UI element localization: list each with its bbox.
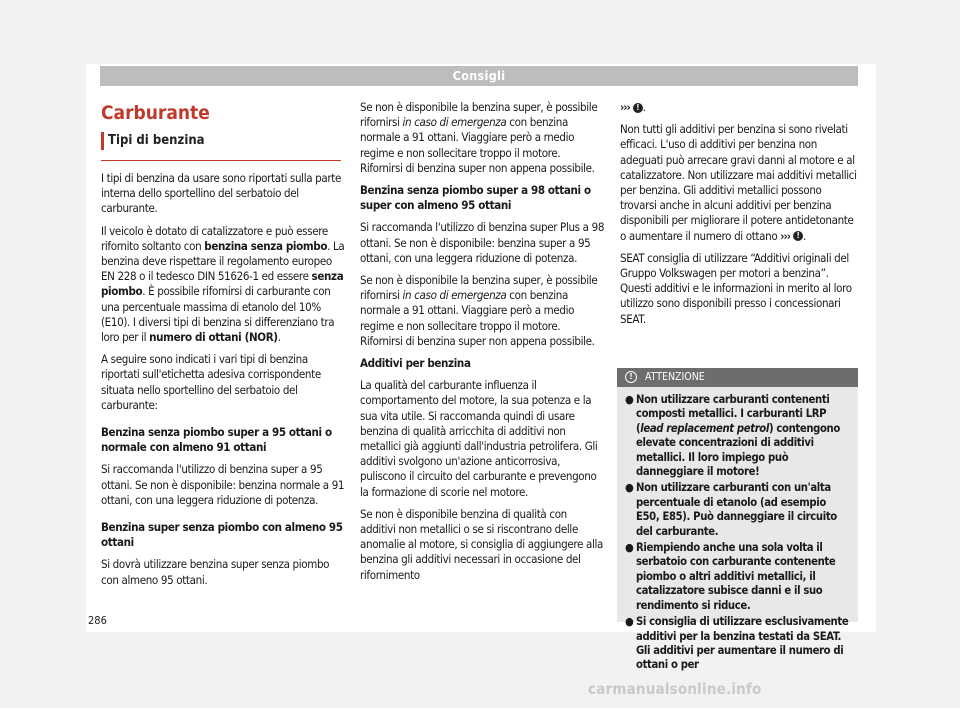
subheading: Benzina super senza piombo con almeno 95 ottani [101, 520, 343, 550]
page-number: 286 [88, 614, 107, 627]
subheading: Benzina senza piombo super a 98 ottani o super con almeno 95 ottani [360, 183, 591, 213]
bullet-icon: ● [625, 541, 634, 555]
paragraph: Se non è disponibile benzina di qualità con additivi non metallici o se si riscontrano delle anomalie al motore, si consiglia di aggiungere alla benzina gli additivi necessari in occasione del rifornimento [360, 506, 603, 582]
warning-body [617, 387, 858, 673]
paragraph: Si raccomanda l'utilizzo di benzina super Plus a 98 ottani. Se non è disponibile: benzina super a 95 ottani, con una leggera riduzione di potenza. [360, 220, 605, 265]
paragraph: Se non è disponibile la benzina super, è possibile rifornirsi in caso di emergenza con benzina normale a 91 ottani. Viaggiare però a medio regime e non sollecitare troppo il motore. Rifornirsi di benzina super non appena possibile. [360, 273, 598, 348]
paragraph: La qualità del carburante influenza il comportamento del motore, la sua potenza e la sua vita utile. Si raccomanda quindi di usare benzina di qualità arricchita di additivi non metallici già aggiunti dall'industria petrolifera. Gli additivi svolgono un'azione anticorrosiva, puliscono il circuito del carburante e prevengono la formazione di scorie nel motore. [360, 378, 598, 499]
subheading: Additivi per benzina [360, 356, 471, 371]
bullet-icon: ● [625, 393, 634, 406]
warning-title: ATTENZIONE [645, 371, 705, 383]
column-2 [360, 100, 605, 590]
warning-box [617, 368, 858, 672]
warning-ref-icon[interactable]: ! [793, 231, 803, 241]
subheading: Benzina senza piombo super a 95 ottani o normale con almeno 91 ottani [101, 425, 332, 455]
warning-item: ● Non utilizzare carburanti con un'alta percentuale di etanolo (ad esempio E50, E85). Può danneggiare il circuito del carburante. [625, 481, 837, 538]
cross-reference-arrow-icon[interactable]: ››› [780, 228, 791, 243]
title-rule [101, 160, 341, 161]
watermark: carmanualsonline.info [588, 680, 762, 698]
paragraph: Se non è disponibile la benzina super, è possibile rifornirsi in caso di emergenza con benzina normale a 91 ottani. Viaggiare però a medio regime e non sollecitare troppo il motore. Rifornirsi di benzina super non appena possibile. [360, 100, 598, 175]
warning-item: ● Non utilizzare carburanti contenenti composti metallici. I carburanti LRP (lead replacement petrol) contengono elevate concentrazioni di additivi metallici. Il loro impiego può danneggiare il motore! [625, 393, 840, 479]
warning-item: ● Riempiendo anche una sola volta il serbatoio con carburante contenente piombo o altri additivi metallici, il catalizzatore subisce danni e il suo rendimento si riduce. [625, 541, 836, 612]
paragraph: I tipi di benzina da usare sono riportati sulla parte interna dello sportellino del serbatoio del carburante. [101, 171, 341, 216]
paragraph: Non tutti gli additivi per benzina si sono rivelati efficaci. L'uso di additivi per benzina non adeguati può arrecare gravi danni al motore e al catalizzatore. Non utilizzare mai additivi metallici per benzina. Gli additivi metallici possono trovarsi anche in alcuni additivi per benzina disponibili per migliorare il potere antidetonante o aumentare il numero di ottano ››› ! . [620, 122, 857, 243]
paragraph: Si raccomanda l'utilizzo di benzina super a 95 ottani. Se non è disponibile: benzina normale a 91 ottani, con una leggera riduzione di potenza. [101, 462, 345, 507]
warning-icon: ! [625, 371, 637, 383]
cross-reference-arrow-icon[interactable]: ››› [620, 100, 630, 114]
paragraph: Il veicolo è dotato di catalizzatore e può essere rifornito soltanto con benzina senza piombo. La benzina deve rispettare il regolamento europeo EN 228 o il tedesco DIN 51626-1 ed essere senza piombo. È possibile rifornirsi di carburante con una percentuale massima di etanolo del 10% (E10). I diversi tipi di benzina si differenziano tra loro per il numero di ottani (NOR). [101, 223, 345, 345]
paragraph: SEAT consiglia di utilizzare “Additivi originali del Gruppo Volkswagen per motori a benzina”. Questi additivi e le informazioni in merito al loro utilizzo sono disponibili presso i concessionari SEAT. [620, 250, 852, 326]
warning-item: ● Si consiglia di utilizzare esclusivamente additivi per la benzina testati da SEAT. Gli additivi per aumentare il numero di ottani o per [625, 615, 849, 672]
chapter-header: Consigli [100, 66, 858, 86]
paragraph: A seguire sono indicati i vari tipi di benzina riportati sull'etichetta adesiva corrispondente situata nello sportellino del serbatoio del carburante: [101, 352, 321, 412]
section-subtitle: Tipi di benzina [101, 132, 346, 150]
paragraph: ››› ! . [620, 100, 646, 114]
bullet-icon: ● [625, 481, 634, 495]
warning-header [617, 368, 858, 387]
paragraph: Si dovrà utilizzare benzina super senza piombo con almeno 95 ottani. [101, 557, 330, 587]
warning-ref-icon[interactable]: ! [633, 103, 643, 113]
section-title: Carburante [101, 102, 210, 124]
column-1 [101, 100, 346, 595]
column-3 [620, 100, 858, 334]
bullet-icon: ● [625, 615, 634, 629]
